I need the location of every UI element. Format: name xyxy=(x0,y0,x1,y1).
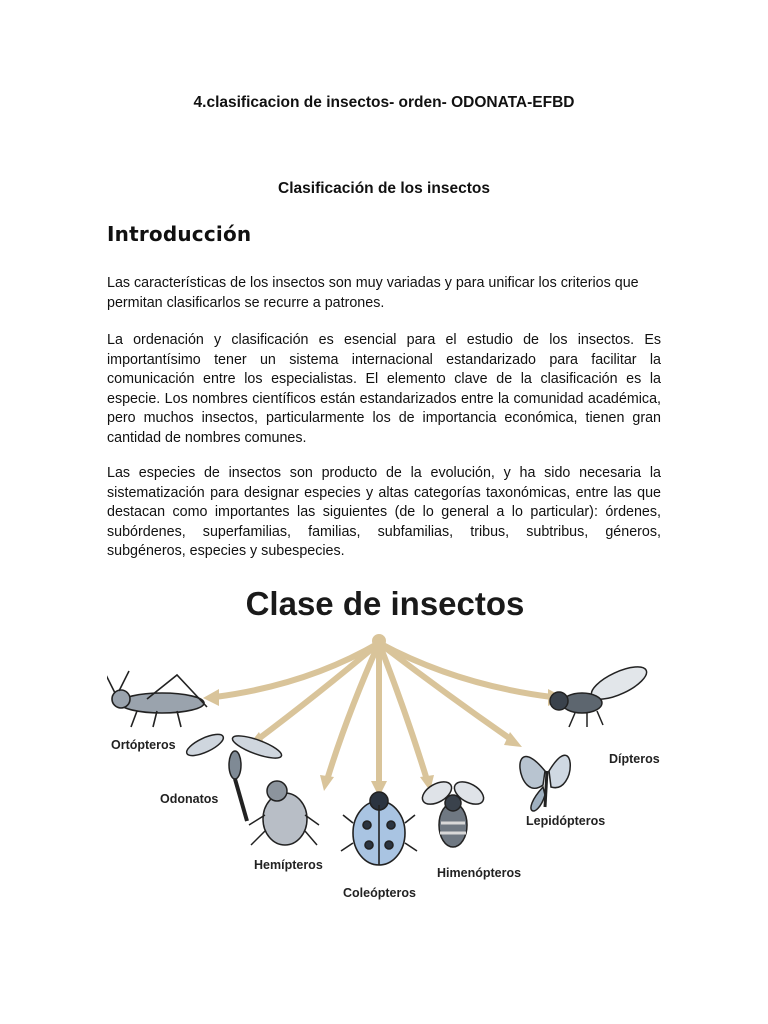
insect-classification-figure xyxy=(107,575,662,900)
section-heading: Introducción xyxy=(107,222,252,246)
document-subtitle: Clasificación de los insectos xyxy=(278,180,490,197)
label-himenopteros: Himenópteros xyxy=(437,866,522,880)
label-lepidopteros: Lepidópteros xyxy=(526,814,606,828)
paragraph-2: La ordenación y clasificación es esencial para el estudio de los insectos. Es importantísimo tener un sistema internacional estandarizado para facilitar la comunicación entre los especialistas. El elemento clave de la clasificación es la especie. Los nombres científicos están estandarizados entre la comunidad académica, pero muchos insectos, particularmente los de importancia económica, tienen gran cantidad de nombres comunes. xyxy=(107,332,661,446)
figure-canvas xyxy=(107,575,662,900)
arrow-hub xyxy=(372,634,386,648)
paragraph-3: Las especies de insectos son producto de la evolución, y ha sido necesaria la sistematización para designar especies y altas categorías taxonómicas, entre las que destacan como importantes las siguientes (de lo general a lo particular): órdenes, subórdenes, superfamilias, familias, subfamilias, tribus, subtribus, géneros, subgéneros, especies y subespecies. xyxy=(107,465,661,559)
document-title: 4.clasificacion de insectos- orden- ODONATA-EFBD xyxy=(193,94,575,111)
label-hemipteros: Hemípteros xyxy=(254,858,323,872)
paragraph-1: Las características de los insectos son muy variadas y para unificar los criterios que permitan clasificarlos se recurre a patrones. xyxy=(107,275,639,311)
label-coleopteros: Coleópteros xyxy=(343,886,416,900)
figure-title: Clase de insectos xyxy=(245,585,525,622)
label-odonatos: Odonatos xyxy=(160,792,219,806)
label-ortopteros: Ortópteros xyxy=(111,738,176,752)
label-dipteros: Dípteros xyxy=(609,752,660,766)
